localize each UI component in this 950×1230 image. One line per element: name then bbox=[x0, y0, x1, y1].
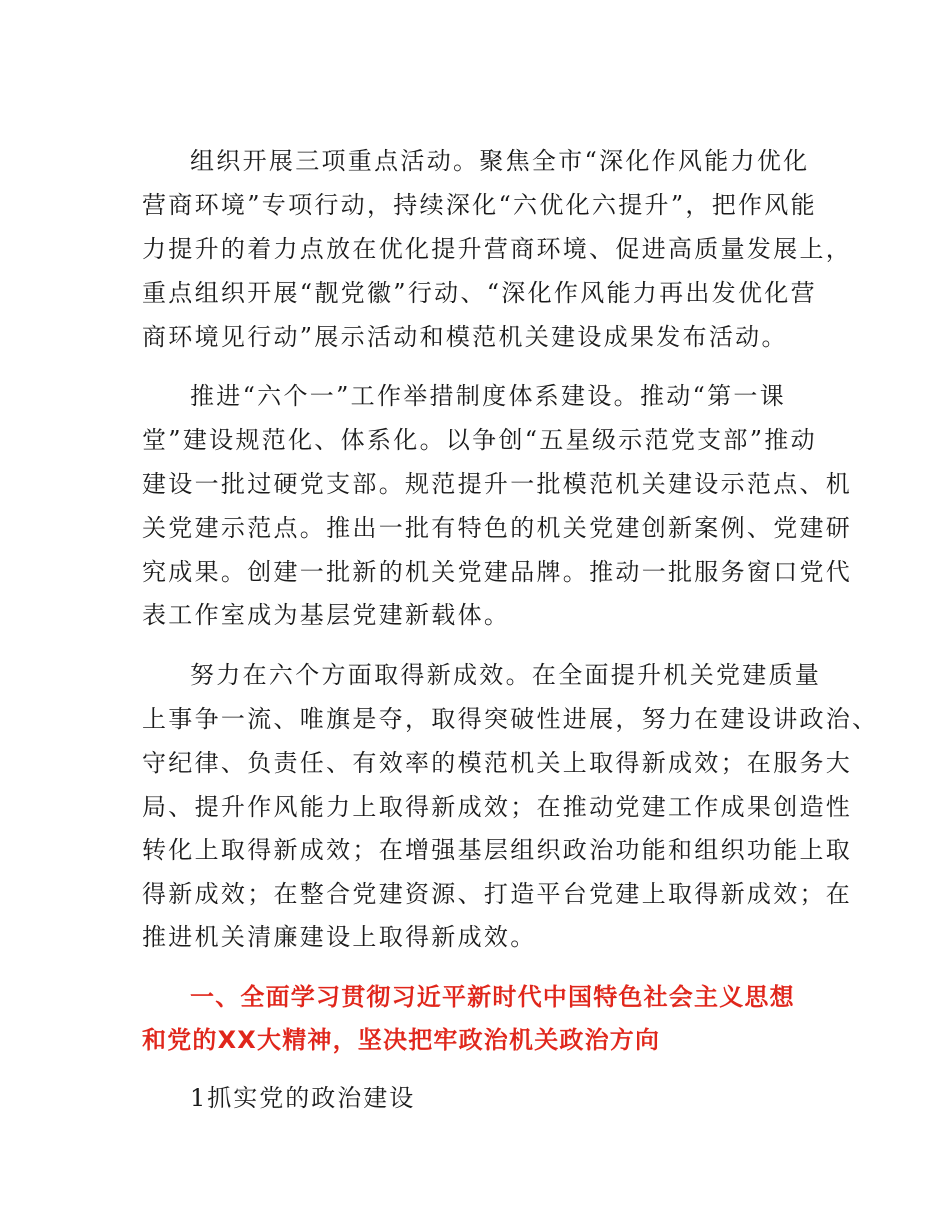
paragraph-line: 推进“六个一”工作举措制度体系建设。推动“第一课 bbox=[190, 382, 787, 410]
paragraph-line: 得新成效；在整合党建资源、打造平台党建上取得新成效；在 bbox=[142, 880, 853, 908]
paragraph-line: 局、提升作风能力上取得新成效；在推动党建工作成果创造性 bbox=[142, 793, 853, 821]
paragraph-line: 堂”建设规范化、体系化。以争创“五星级示范党支部”推动 bbox=[142, 426, 817, 454]
paragraph-line: 转化上取得新成效；在增强基层组织政治功能和组织功能上取 bbox=[142, 836, 853, 864]
paragraph-line: 力提升的着力点放在优化提升营商环境、促进高质量发展上， bbox=[142, 235, 853, 263]
paragraph-line: 上事争一流、唯旗是夺，取得突破性进展，努力在建设讲政治、 bbox=[142, 705, 879, 733]
paragraph-line: 关党建示范点。推出一批有特色的机关党建创新案例、党建研 bbox=[142, 514, 853, 542]
paragraph-line: 守纪律、负责任、有效率的模范机关上取得新成效；在服务大 bbox=[142, 749, 853, 777]
paragraph-line: 商环境见行动”展示活动和模范机关建设成果发布活动。 bbox=[142, 323, 788, 351]
paragraph-line: 推进机关清廉建设上取得新成效。 bbox=[142, 923, 537, 951]
paragraph-line: 营商环境”专项行动，持续深化“六优化六提升”，把作风能 bbox=[142, 191, 817, 219]
paragraph-line: 表工作室成为基层党建新载体。 bbox=[142, 601, 511, 629]
subheading: 1抓实党的政治建设 bbox=[190, 1084, 416, 1112]
paragraph-line: 重点组织开展“靓党徽”行动、“深化作风能力再出发优化营 bbox=[142, 279, 817, 307]
paragraph-line: 组织开展三项重点活动。聚焦全市“深化作风能力优化 bbox=[190, 147, 810, 175]
heading-line: 和党的XX大精神，坚决把牢政治机关政治方向 bbox=[142, 1026, 661, 1054]
paragraph-line: 努力在六个方面取得新成效。在全面提升机关党建质量 bbox=[190, 661, 822, 689]
heading-line: 一、全面学习贯彻习近平新时代中国特色社会主义思想 bbox=[190, 983, 795, 1011]
paragraph-line: 建设一批过硬党支部。规范提升一批模范机关建设示范点、机 bbox=[142, 470, 853, 498]
paragraph-line: 究成果。创建一批新的机关党建品牌。推动一批服务窗口党代 bbox=[142, 558, 853, 586]
